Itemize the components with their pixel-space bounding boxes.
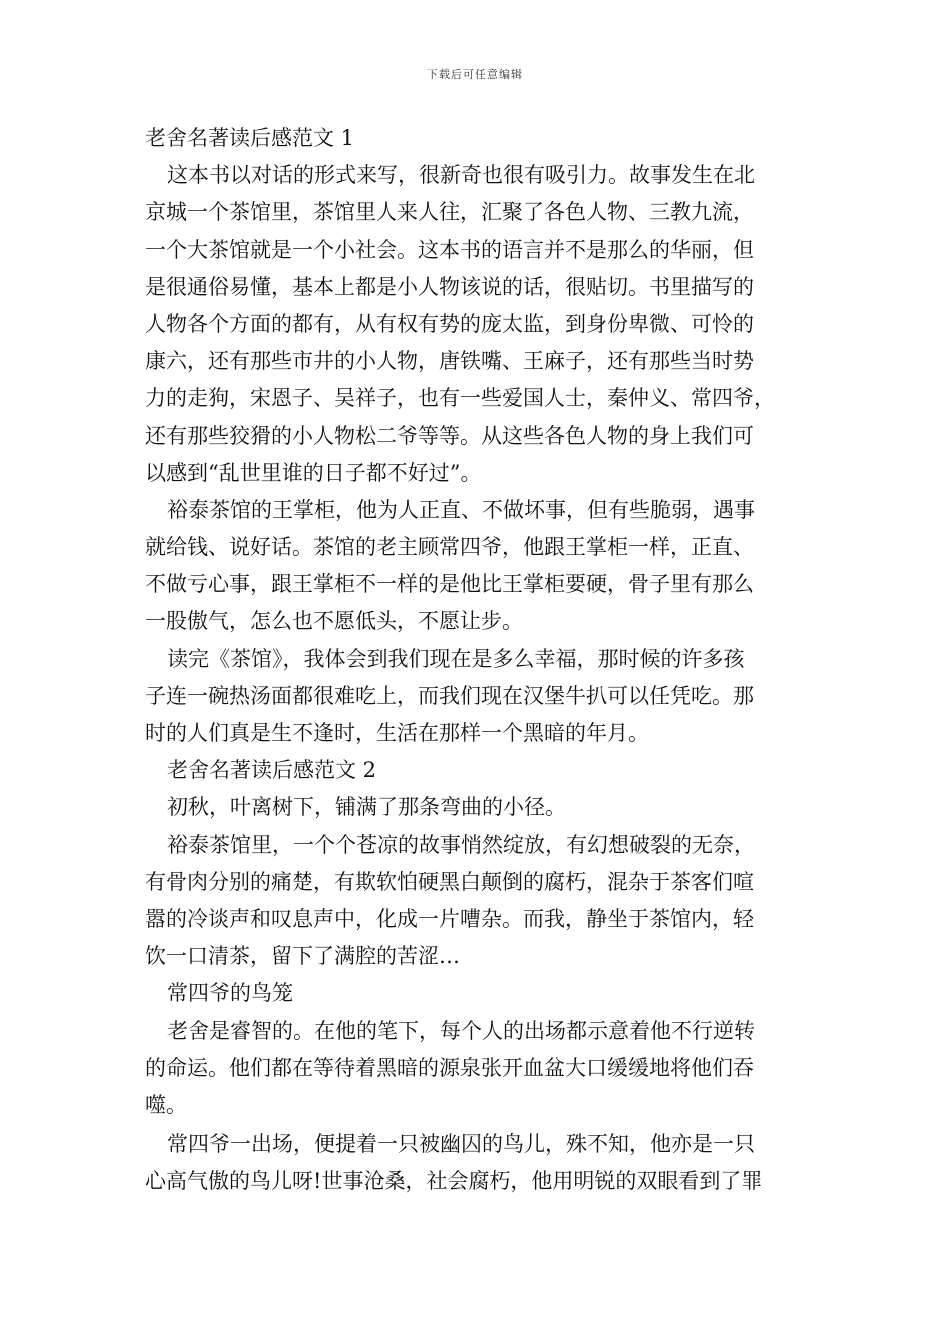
- paragraph-line: 读完《茶馆》，我体会到我们现在是多么幸福，那时候的许多孩: [167, 646, 745, 671]
- paragraph-line: 的命运。他们都在等待着黑暗的源泉张开血盆大口缓缓地将他们吞: [145, 1055, 754, 1080]
- paragraph-line: 不做亏心事，跟王掌柜不一样的是他比王掌柜要硬，骨子里有那么: [145, 572, 754, 597]
- subheading-birdcage: 常四爷的鸟笼: [167, 981, 293, 1006]
- paragraph-line: 噬。: [145, 1092, 187, 1117]
- paragraph-line: 常四爷一出场，便提着一只被幽囚的鸟儿，殊不知，他亦是一只: [167, 1132, 755, 1157]
- paragraph-line: 老舍是睿智的。在他的笔下，每个人的出场都示意着他不行逆转: [167, 1018, 755, 1043]
- document-body: [145, 120, 825, 1200]
- paragraph-line: 京城一个茶馆里，茶馆里人来人往，汇聚了各色人物、三教九流，: [145, 200, 754, 225]
- paragraph-line: 子连一碗热汤面都很难吃上，而我们现在汉堡牛扒可以任凭吃。那: [145, 683, 754, 708]
- paragraph-line: 人物各个方面的都有，从有权有势的庞太监，到身份卑微、可怜的: [145, 311, 754, 336]
- paragraph-line: 裕泰茶馆里，一个个苍凉的故事悄然绽放，有幻想破裂的无奈，: [167, 832, 755, 857]
- paragraph-line: 饮一口清茶，留下了满腔的苦涩…: [145, 944, 460, 969]
- paragraph-line: 这本书以对话的形式来写，很新奇也很有吸引力。故事发生在北: [167, 163, 755, 188]
- paragraph-line: 嚣的冷谈声和叹息声中，化成一片嘈杂。而我，静坐于茶馆内，轻: [145, 906, 754, 931]
- paragraph-line: 还有那些狡猾的小人物松二爷等等。从这些各色人物的身上我们可: [145, 423, 754, 448]
- paragraph-line: 以感到“乱世里谁的日子都不好过”。: [145, 460, 482, 485]
- paragraph-line: 力的走狗，宋恩子、吴祥子，也有一些爱国人士，秦仲义、常四爷，: [145, 386, 775, 411]
- paragraph-line: 裕泰茶馆的王掌柜，他为人正直、不做坏事，但有些脆弱，遇事: [167, 497, 755, 522]
- paragraph-line: 是很通俗易懂，基本上都是小人物该说的话，很贴切。书里描写的: [145, 274, 754, 299]
- paragraph-line: 时的人们真是生不逢时，生活在那样一个黑暗的年月。: [145, 721, 649, 745]
- page-header-note: 下载后可任意编辑: [427, 68, 523, 81]
- paragraph-line: 初秋，叶离树下，铺满了那条弯曲的小径。: [167, 795, 566, 820]
- section-title-2: 老舍名著读后感范文 2: [167, 758, 377, 783]
- paragraph-line: 康六，还有那些市井的小人物，唐铁嘴、王麻子，还有那些当时势: [145, 349, 754, 374]
- paragraph-line: 一股傲气，怎么也不愿低头，不愿让步。: [145, 609, 523, 634]
- paragraph-line: 心高气傲的鸟儿呀!世事沧桑，社会腐朽，他用明锐的双眼看到了罪: [145, 1169, 763, 1194]
- paragraph-line: 就给钱、说好话。茶馆的老主顾常四爷，他跟王掌柜一样，正直、: [145, 535, 754, 560]
- paragraph-line: 有骨肉分别的痛楚，有欺软怕硬黑白颠倒的腐朽，混杂于茶客们喧: [145, 869, 754, 894]
- section-title-1: 老舍名著读后感范文 1: [145, 126, 355, 150]
- paragraph-line: 一个大茶馆就是一个小社会。这本书的语言并不是那么的华丽，但: [145, 237, 754, 262]
